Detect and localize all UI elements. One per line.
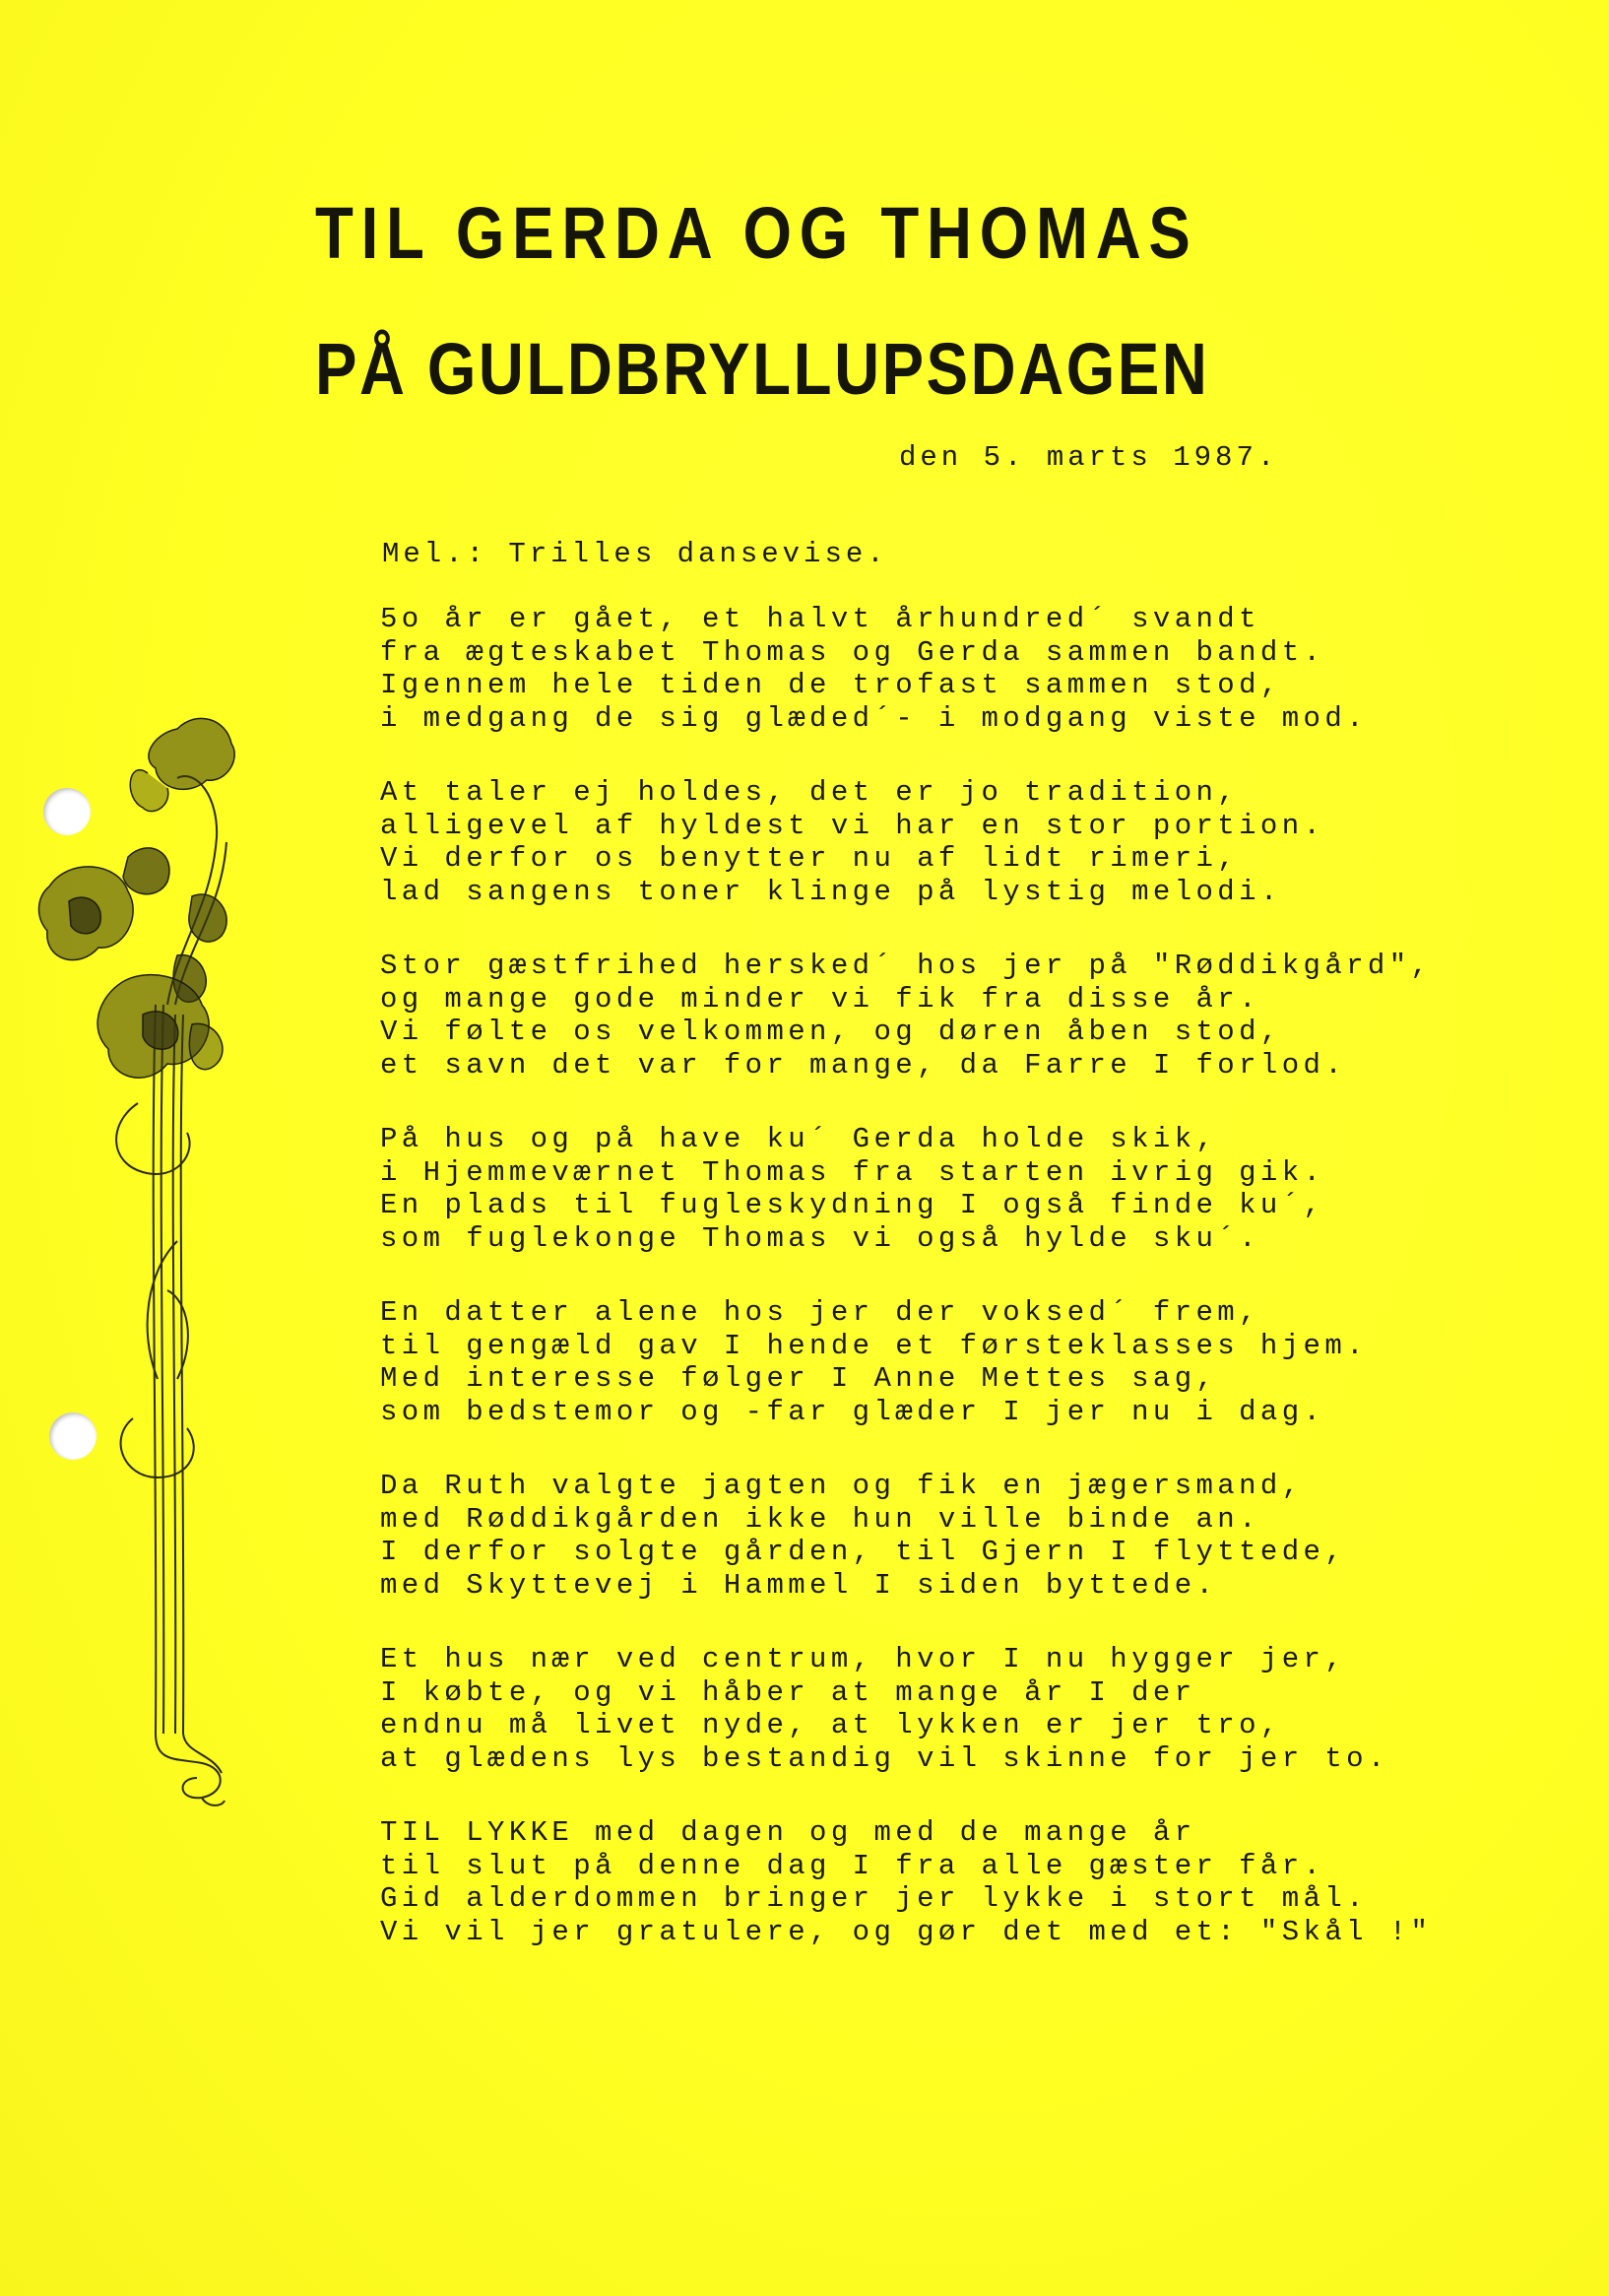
verse-line: Med interesse følger I Anne Mettes sag, [380, 1362, 1218, 1395]
verse-line: Vi derfor os benytter nu af lidt rimeri, [380, 842, 1240, 875]
poem [380, 603, 1433, 1990]
date-line: den 5. marts 1987. [899, 441, 1279, 474]
verse-line: En datter alene hos jer der voksed´ frem, [380, 1296, 1260, 1329]
stanza [380, 776, 1365, 908]
verse-line: med Røddikgården ikke hun ville binde an. [380, 1502, 1260, 1536]
verse-line: Gid alderdommen bringer jer lykke i stort mål. [380, 1882, 1368, 1915]
stanza [380, 1123, 1365, 1255]
melody-note: Mel.: Trilles dansevise. [382, 538, 888, 570]
verse-line: På hus og på have ku´ Gerda holde skik, [380, 1123, 1218, 1155]
verse-line: I derfor solgte gården, til Gjern I flyttede, [380, 1536, 1347, 1568]
stanza [380, 1296, 1368, 1428]
stanza [380, 1643, 1389, 1775]
verse-line: og mange gode minder vi fik fra disse år. [380, 982, 1260, 1016]
verse-line: til gengæld gav I hende et førsteklasses hjem. [380, 1329, 1368, 1362]
verse-line: med Skyttevej i Hammel I siden byttede. [380, 1568, 1218, 1602]
verse-line: Igennem hele tiden de trofast sammen stod, [380, 669, 1282, 701]
title-line-2: PÅ GULDBRYLLUPSDAGEN [315, 328, 1210, 410]
verse-line: 5o år er gået, et halvt århundred´ svandt [380, 603, 1260, 635]
verse-line: i Hjemmeværnet Thomas fra starten ivrig gik. [380, 1155, 1325, 1189]
verse-line: som fuglekonge Thomas vi også hylde sku´. [380, 1221, 1260, 1255]
verse-line: at glædens lys bestandig vil skinne for jer to. [380, 1741, 1389, 1775]
verse-line: En plads til fugleskydning I også finde ku´, [380, 1189, 1325, 1221]
verse-line: Vi vil jer gratulere, og gør det med et: "Skål !" [380, 1915, 1433, 1948]
poppy-flower-illustration [30, 689, 246, 1832]
title-line-1: TIL GERDA OG THOMAS [315, 192, 1198, 274]
verse-line: Da Ruth valgte jagten og fik en jægersmand, [380, 1470, 1304, 1502]
stanza [380, 603, 1368, 735]
verse-line: alligevel af hyldest vi har en stor portion. [380, 809, 1325, 842]
stanza [380, 950, 1433, 1082]
verse-line: Et hus nær ved centrum, hvor I nu hygger jer, [380, 1643, 1347, 1675]
stanza [380, 1816, 1433, 1948]
verse-line: Stor gæstfrihed hersked´ hos jer på "Røddikgård", [380, 950, 1433, 982]
verse-line: At taler ej holdes, det er jo tradition, [380, 776, 1240, 809]
verse-line: endnu må livet nyde, at lykken er jer tro, [380, 1709, 1282, 1741]
verse-line: TIL LYKKE med dagen og med de mange år [380, 1816, 1196, 1849]
verse-line: som bedstemor og -far glæder I jer nu i dag. [380, 1395, 1325, 1428]
verse-line: til slut på denne dag I fra alle gæster får. [380, 1849, 1325, 1882]
verse-line: et savn det var for mange, da Farre I forlod. [380, 1048, 1347, 1082]
stanza [380, 1470, 1365, 1602]
verse-line: fra ægteskabet Thomas og Gerda sammen bandt. [380, 635, 1325, 669]
verse-line: I købte, og vi håber at mange år I der [380, 1675, 1196, 1709]
verse-line: i medgang de sig glæded´- i modgang viste mod. [380, 701, 1368, 735]
verse-line: Vi følte os velkommen, og døren åben stod, [380, 1016, 1282, 1048]
verse-line: lad sangens toner klinge på lystig melodi. [380, 875, 1282, 908]
